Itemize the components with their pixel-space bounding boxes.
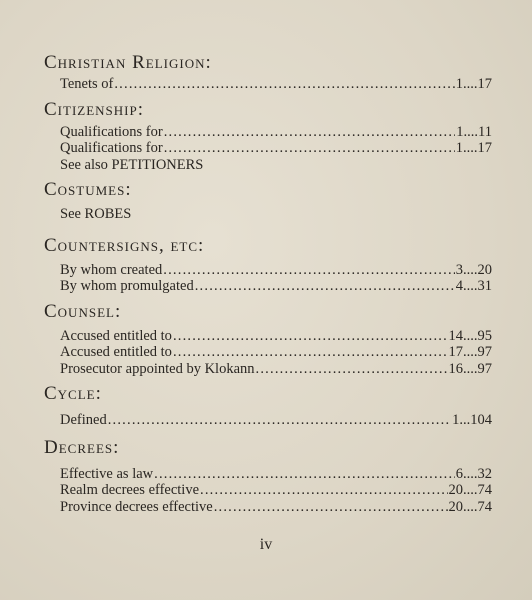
index-entry — [60, 124, 492, 141]
section-heading: Costumes: — [44, 179, 132, 200]
entry-label: Qualifications for — [60, 140, 163, 156]
entry-reference: 1....11 — [456, 123, 492, 140]
index-entry — [60, 328, 492, 345]
section-heading: Counsel: — [44, 300, 122, 322]
entry-reference: 20....74 — [448, 482, 492, 498]
leader-dots — [164, 124, 456, 141]
index-entry — [60, 140, 492, 157]
index-section — [44, 301, 492, 378]
entry-reference: 20....74 — [448, 498, 492, 515]
entry-reference: 3....20 — [455, 261, 492, 278]
entry-label: By whom created — [60, 261, 163, 278]
index-entry — [60, 157, 492, 174]
entry-reference: 1....17 — [455, 140, 492, 156]
leader-dots — [163, 262, 454, 279]
entry-label: Province decrees effective — [60, 498, 213, 515]
entry-reference: 14....95 — [448, 327, 492, 344]
leader-dots — [114, 76, 454, 93]
entry-label: See also PETITIONERS — [60, 156, 204, 173]
entry-label: Effective as law — [60, 465, 154, 482]
index-entry — [60, 412, 492, 429]
index-entry — [60, 482, 492, 499]
page-number: iv — [259, 536, 273, 553]
index-section — [44, 235, 492, 295]
entry-label: Accused entitled to — [60, 327, 172, 344]
entry-reference: 16....97 — [448, 360, 492, 377]
section-heading: Decrees: — [44, 436, 120, 458]
index-content — [44, 52, 492, 515]
entry-reference: 1....17 — [455, 76, 492, 92]
section-heading: Countersigns, etc: — [44, 234, 205, 256]
index-section — [44, 52, 492, 93]
leader-dots — [108, 412, 451, 429]
entry-reference: 6....32 — [455, 465, 492, 482]
leader-dots — [195, 278, 455, 295]
index-entry — [60, 344, 492, 361]
leader-dots — [164, 140, 455, 157]
leader-dots — [154, 466, 455, 483]
index-entry — [60, 499, 492, 516]
entry-label: Prosecutor appointed by Klokann — [60, 360, 255, 377]
entry-reference: 17....97 — [448, 344, 492, 360]
entry-label: Defined — [60, 412, 107, 428]
section-heading: Christian Religion: — [44, 52, 212, 73]
leader-dots — [173, 344, 448, 361]
index-entry — [60, 466, 492, 483]
leader-dots — [173, 328, 448, 345]
entry-reference: 4....31 — [455, 278, 492, 294]
index-section — [44, 437, 492, 516]
leader-dots — [256, 361, 448, 378]
index-section — [44, 99, 492, 174]
leader-dots — [214, 499, 448, 516]
entry-label: Accused entitled to — [60, 344, 172, 360]
entry-label: See ROBES — [60, 206, 132, 222]
section-heading: Cycle: — [44, 383, 102, 404]
leader-dots — [200, 482, 447, 499]
index-section — [44, 179, 492, 223]
entry-label: Realm decrees effective — [60, 482, 200, 498]
index-entry — [60, 262, 492, 279]
entry-label: Qualifications for — [60, 123, 163, 140]
section-heading: Citizenship: — [44, 98, 144, 120]
index-section — [44, 383, 492, 429]
index-entry — [60, 361, 492, 378]
entry-label: Tenets of — [60, 76, 114, 92]
index-entry — [60, 206, 492, 223]
index-entry — [60, 76, 492, 93]
entry-label: By whom promulgated — [60, 278, 194, 294]
index-entry — [60, 278, 492, 295]
entry-reference: 1...104 — [452, 412, 492, 428]
